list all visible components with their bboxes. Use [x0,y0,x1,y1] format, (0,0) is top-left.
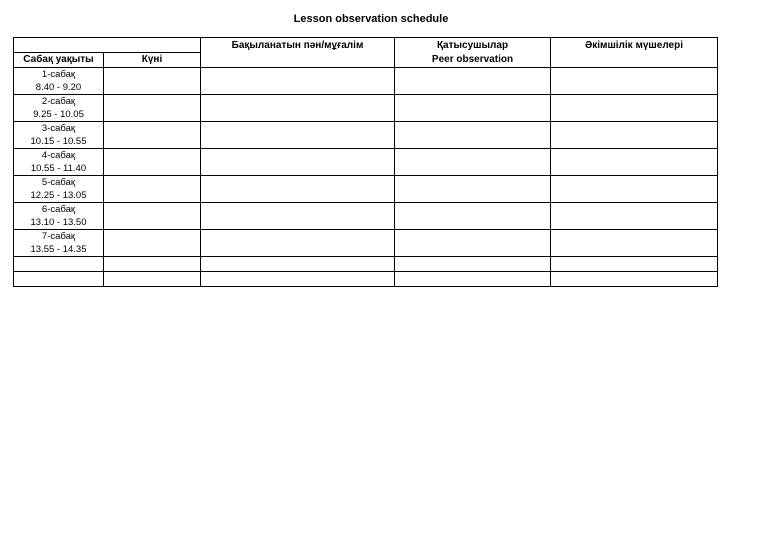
subject-teacher-cell[interactable] [201,176,395,203]
table-row [14,203,718,230]
header-blank-cell [14,38,201,53]
page-title: Lesson observation schedule [293,13,449,25]
table-row [14,176,718,203]
empty-cell[interactable] [551,272,718,287]
empty-cell[interactable] [14,257,104,272]
header-subject-teacher: Бақыланатын пән/мұғалім [201,38,395,68]
lesson-slot-time: 13.10 - 13.50 [30,217,87,228]
day-cell[interactable] [104,176,201,203]
subject-teacher-cell[interactable] [201,68,395,95]
schedule-table [13,37,718,287]
participants-cell[interactable] [395,95,551,122]
day-cell[interactable] [104,203,201,230]
participants-cell[interactable] [395,149,551,176]
header-lesson-time: Сабақ уақыты [14,53,104,68]
header-peer-observation-label: Peer observation [431,54,514,65]
admin-members-cell[interactable] [551,122,718,149]
lesson-slot-name: 6-сабақ [41,204,76,215]
subject-teacher-cell[interactable] [201,149,395,176]
empty-cell[interactable] [104,272,201,287]
header-day: Күні [104,53,201,68]
header-admin-members: Әкімшілік мүшелері [551,38,718,68]
lesson-slot-cell [14,95,104,122]
empty-cell[interactable] [395,272,551,287]
lesson-slot-time: 10.55 - 11.40 [30,163,87,174]
admin-members-cell[interactable] [551,176,718,203]
empty-cell[interactable] [395,257,551,272]
subject-teacher-cell[interactable] [201,203,395,230]
empty-cell[interactable] [551,257,718,272]
admin-members-cell[interactable] [551,230,718,257]
lesson-slot-cell [14,203,104,230]
lesson-slot-name: 7-сабақ [41,231,76,242]
empty-cell[interactable] [104,257,201,272]
empty-table-row [14,272,718,287]
day-cell[interactable] [104,230,201,257]
header-participants-label: Қатысушылар [436,40,509,51]
lesson-slot-time: 8.40 - 9.20 [35,82,82,93]
lesson-slot-name: 5-сабақ [41,177,76,188]
day-cell[interactable] [104,95,201,122]
empty-cell[interactable] [14,272,104,287]
participants-cell[interactable] [395,230,551,257]
lesson-slot-cell [14,122,104,149]
lesson-slot-time: 9.25 - 10.05 [33,109,84,120]
participants-cell[interactable] [395,122,551,149]
admin-members-cell[interactable] [551,95,718,122]
table-row [14,122,718,149]
table-row [14,149,718,176]
lesson-slot-name: 2-сабақ [41,96,76,107]
lesson-slot-cell [14,149,104,176]
empty-cell[interactable] [201,257,395,272]
day-cell[interactable] [104,149,201,176]
participants-cell[interactable] [395,176,551,203]
table-row [14,68,718,95]
subject-teacher-cell[interactable] [201,122,395,149]
lesson-slot-time: 12.25 - 13.05 [30,190,87,201]
lesson-slot-cell [14,230,104,257]
lesson-slot-name: 4-сабақ [41,150,76,161]
participants-cell[interactable] [395,68,551,95]
lesson-slot-cell [14,68,104,95]
empty-table-row [14,257,718,272]
header-participants [395,38,551,68]
table-row [14,230,718,257]
table-row [14,95,718,122]
header-row-top [14,38,718,53]
subject-teacher-cell[interactable] [201,95,395,122]
lesson-slot-cell [14,176,104,203]
admin-members-cell[interactable] [551,149,718,176]
lesson-slot-time: 10.15 - 10.55 [30,136,87,147]
day-cell[interactable] [104,68,201,95]
admin-members-cell[interactable] [551,68,718,95]
participants-cell[interactable] [395,203,551,230]
day-cell[interactable] [104,122,201,149]
lesson-slot-name: 3-сабақ [41,123,76,134]
lesson-slot-time: 13.55 - 14.35 [30,244,87,255]
empty-cell[interactable] [201,272,395,287]
lesson-slot-name: 1-сабақ [41,69,76,80]
subject-teacher-cell[interactable] [201,230,395,257]
admin-members-cell[interactable] [551,203,718,230]
